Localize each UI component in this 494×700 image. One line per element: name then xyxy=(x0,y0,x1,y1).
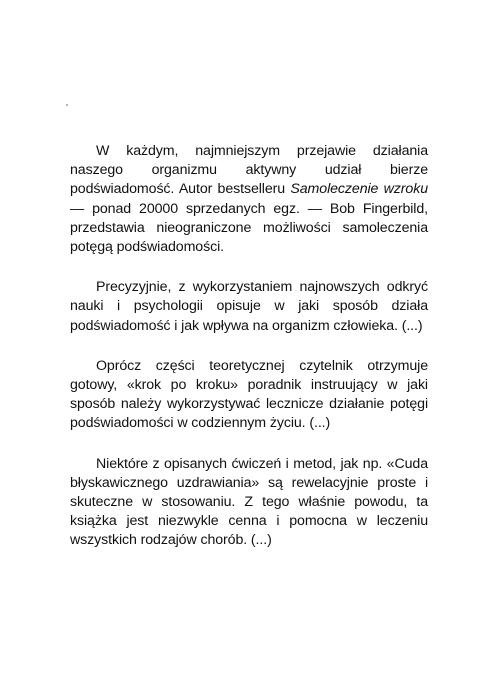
paragraph-intro-after: — ponad 20000 sprzedanych egz. — Bob Fingerbild, przedstawia nieograniczone możliwości samoleczenia potęgą podświadomości. xyxy=(70,200,428,256)
paragraph-exercises: Niektóre z opisanych ćwiczeń i metod, jak np. «Cuda błyskawicznego uzdrawiania» są rewelacyjnie proste i skuteczne w stosowaniu. Z tego właśnie powodu, ta książka jest niezwykle cenna i pomocna w leczeniu wszystkich rodzajów chorób. (...) xyxy=(70,455,428,549)
book-title: Samoleczenie wzroku xyxy=(290,181,428,198)
paragraph-intro-before: W każdym, najmniejszym przejawie działania naszego organizmu aktywny udział bierze podświadomość. Autor bestselleru xyxy=(70,143,428,198)
blurb-text xyxy=(70,142,428,572)
paragraph-intro xyxy=(70,142,428,257)
scan-speck xyxy=(66,104,68,106)
paragraph-practical-guide: Oprócz części teoretycznej czytelnik otrzymuje gotowy, «krok po kroku» poradnik instruujący w jaki sposób należy wykorzystywać lecznicze działanie potęgi podświadomości w codziennym życiu. (...) xyxy=(70,357,428,432)
paragraph-precision: Precyzyjnie, z wykorzystaniem najnowszych odkryć nauki i psychologii opisuje w jaki sposób działa podświadomość i jak wpływa na organizm człowieka. (...) xyxy=(70,279,428,334)
